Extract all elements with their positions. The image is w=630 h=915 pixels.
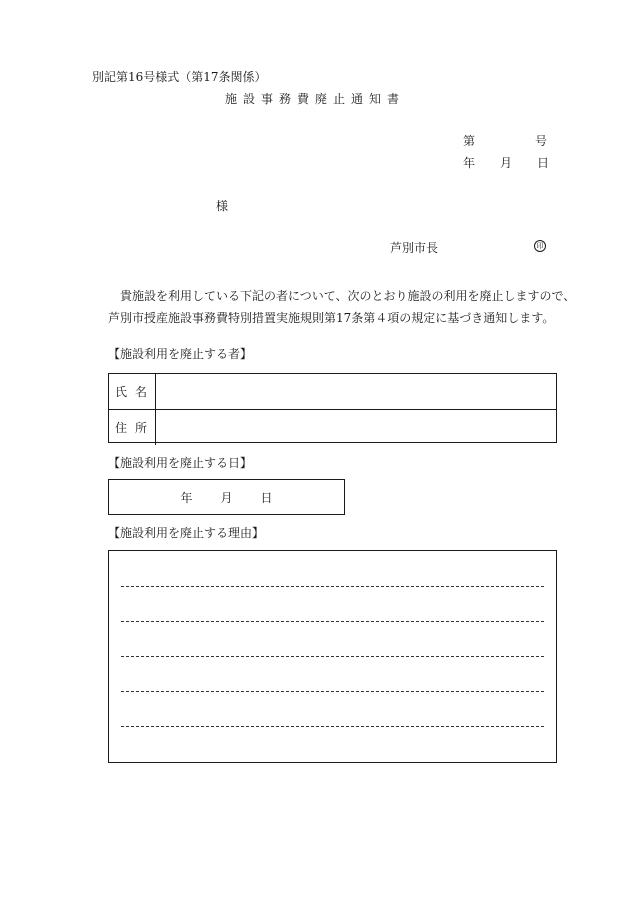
notice-body-line: 貴施設を利用している下記の者について、次のとおり施設の利用を廃止しますので、 (120, 289, 576, 303)
notice-body-line: 芦別市授産施設事務費特別措置実施規則第17条第４項の規定に基づき通知します。 (108, 311, 555, 325)
seal-mark: 印 (534, 240, 546, 252)
person-row-name (109, 374, 556, 409)
end-date-field[interactable] (108, 479, 345, 515)
end-date-month: 月 (220, 490, 233, 505)
end-date-year: 年 (180, 490, 193, 505)
reason-line (121, 621, 544, 622)
form-reference: 別記第16号様式（第17条関係） (92, 70, 267, 84)
reason-line (121, 656, 544, 657)
reason-line (121, 726, 544, 727)
end-date-day: 日 (260, 490, 273, 505)
person-label-address: 住所 (109, 410, 156, 445)
reason-field[interactable] (108, 550, 557, 763)
document-number-prefix: 第 (463, 134, 476, 148)
name-field[interactable] (157, 374, 556, 409)
issue-date (463, 157, 549, 169)
notice-body (108, 285, 578, 329)
person-table (108, 373, 557, 443)
issuer-name: 芦別市長 (390, 241, 439, 255)
document-title: 施設事務費廃止通知書 (224, 92, 405, 106)
issue-date-day: 日 (536, 156, 549, 170)
address-field[interactable] (157, 410, 556, 445)
section-heading-date: 【施設利用を廃止する日】 (108, 456, 253, 470)
issue-date-month: 月 (499, 156, 512, 170)
issue-date-year: 年 (463, 156, 476, 170)
person-row-address (109, 409, 556, 445)
person-label-name: 氏名 (109, 374, 156, 409)
reason-line (121, 586, 544, 587)
addressee-honorific: 様 (216, 199, 229, 213)
reason-line (121, 691, 544, 692)
document-number-suffix: 号 (535, 134, 548, 148)
section-heading-reason: 【施設利用を廃止する理由】 (108, 526, 265, 540)
section-heading-person: 【施設利用を廃止する者】 (108, 347, 253, 361)
